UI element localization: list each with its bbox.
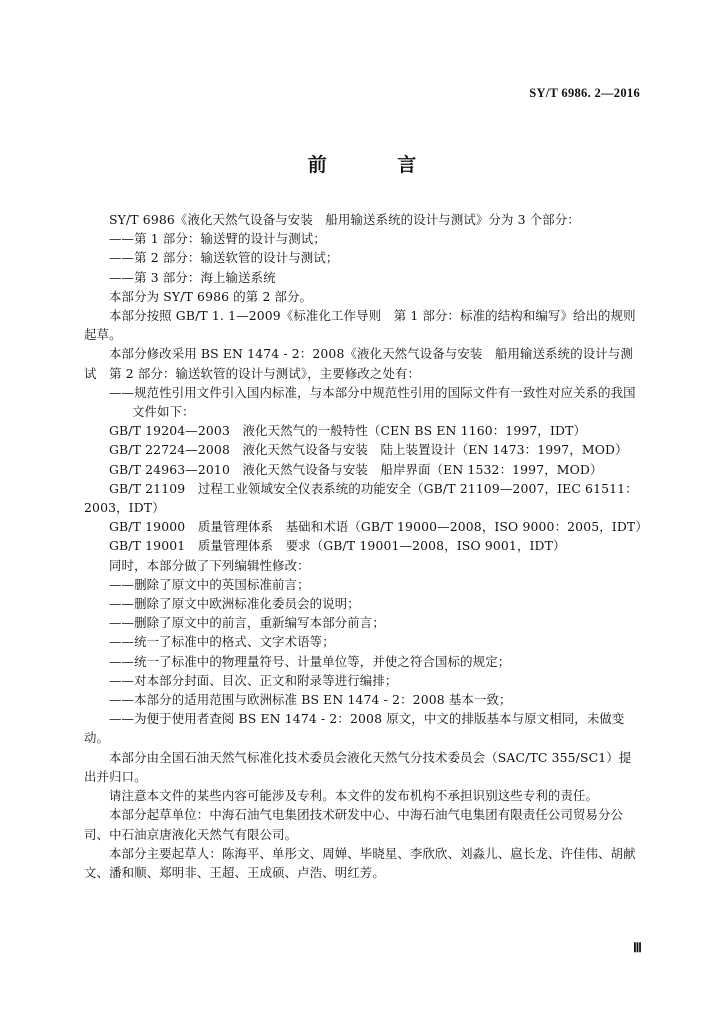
list-item: ——第 2 部分：输送软管的设计与测试；: [109, 250, 339, 266]
list-item: ——为便于使用者查阅 BS EN 1474 - 2：2008 原文，中文的排版基本与原文相同，未做变动。: [84, 711, 625, 746]
list-item: ——对本部分封面、目次、正文和附录等进行编排；: [109, 672, 398, 688]
list-item: ——统一了标准中的格式、文字术语等；: [109, 634, 335, 650]
foreword-body: [84, 210, 648, 882]
reference-item: GB/T 19204—2003 液化天然气的一般特性（CEN BS EN 1160：1997，IDT）: [109, 423, 587, 439]
list-item: ——统一了标准中的物理量符号、计量单位等，并使之符合国标的规定；: [109, 653, 511, 669]
reference-item: GB/T 24963—2010 液化天然气设备与安装 船岸界面（EN 1532：1997，MOD）: [109, 461, 603, 477]
paragraph-patent-notice: 请注意本文件的某些内容可能涉及专利。本文件的发布机构不承担识别这些专利的责任。: [109, 788, 599, 804]
list-item: ——本部分的适用范围与欧洲标准 BS EN 1474 - 2：2008 基本一致；: [109, 692, 512, 708]
page-title: 前 言: [307, 154, 449, 176]
list-item: ——规范性引用文件引入国内标准，与本部分中规范性引用的国际文件有一致性对应关系的我国文件如下：: [109, 384, 636, 420]
standard-code: SY/T 6986. 2—2016: [529, 86, 640, 100]
paragraph-proposer: 本部分由全国石油天然气标准化技术委员会液化天然气分技术委员会（SAC/TC 355/SC1）提出并归口。: [84, 749, 632, 784]
paragraph-drafting-units: 本部分起草单位：中海石油气电集团技术研发中心、中海石油气电集团有限责任公司贸易分公司、中石油京唐液化天然气有限公司。: [84, 807, 624, 842]
paragraph-drafters: 本部分主要起草人：陈海平、单彤文、周婵、毕晓星、李欣欣、刘淼儿、扈长龙、许佳伟、胡献文、潘和顺、郑明非、王超、王成硕、卢浩、明红芳。: [84, 845, 636, 880]
paragraph-adoption: 本部分修改采用 BS EN 1474 - 2：2008《液化天然气设备与安装 船用输送系统的设计与测试 第 2 部分：输送软管的设计与测试》，主要修改之处有：: [84, 346, 633, 381]
reference-item: GB/T 19001 质量管理体系 要求（GB/T 19001—2008，ISO 9001，IDT）: [109, 538, 566, 554]
paragraph-part-number: 本部分为 SY/T 6986 的第 2 部分。: [109, 288, 313, 304]
page-number: Ⅲ: [633, 940, 642, 955]
paragraph-parts-intro: SY/T 6986《液化天然气设备与安装 船用输送系统的设计与测试》分为 3 个部分：: [109, 212, 580, 227]
paragraph-drafting-rules: 本部分按照 GB/T 1. 1—2009《标准化工作导则 第 1 部分：标准的结构和编写》给出的规则起草。: [84, 308, 636, 343]
reference-item: GB/T 22724—2008 液化天然气设备与安装 陆上装置设计（EN 1473：1997，MOD）: [109, 442, 628, 458]
reference-item: GB/T 19000 质量管理体系 基础和术语（GB/T 19000—2008，ISO 9000：2005，IDT）: [109, 519, 648, 535]
paragraph-edits-intro: 同时，本部分做了下列编辑性修改：: [109, 557, 310, 573]
list-item: ——第 3 部分：海上输送系统: [109, 269, 276, 285]
list-item: ——删除了原文中的前言，重新编写本部分前言；: [109, 615, 385, 631]
list-item: ——删除了原文中的英国标准前言；: [109, 576, 310, 592]
list-item: ——删除了原文中欧洲标准化委员会的说明；: [109, 596, 360, 612]
reference-item: GB/T 21109 过程工业领域安全仪表系统的功能安全（GB/T 21109—2007，IEC 61511：2003，IDT）: [84, 480, 638, 516]
list-item: ——第 1 部分：输送臂的设计与测试；: [109, 231, 326, 247]
